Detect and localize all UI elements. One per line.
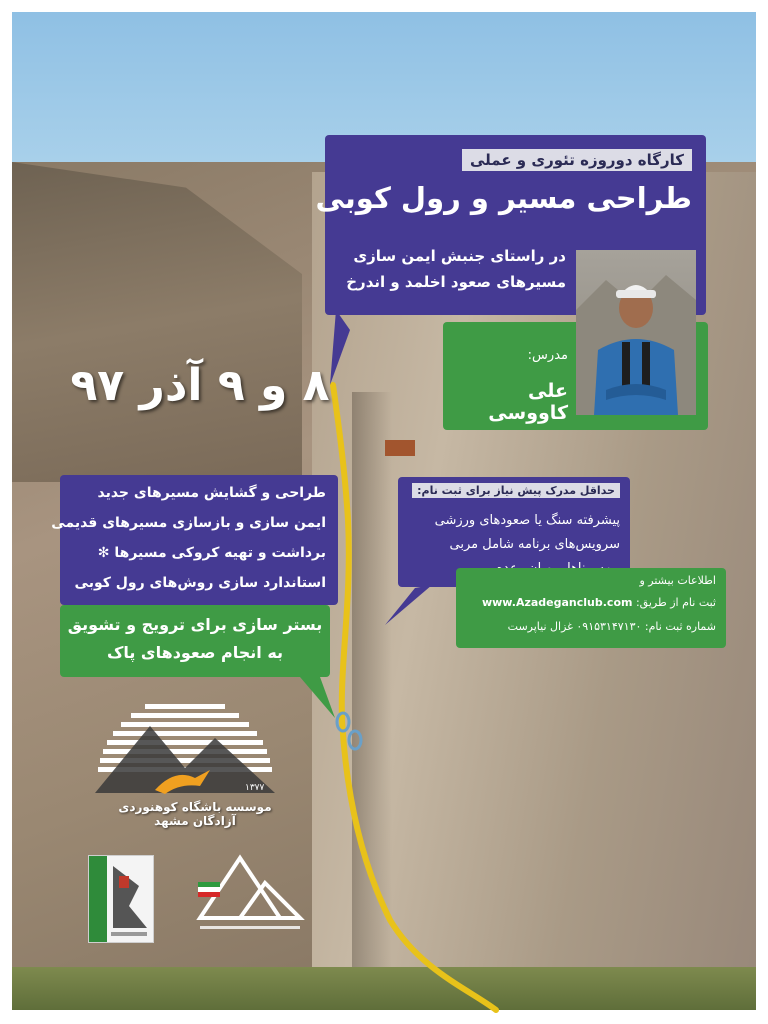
info-line-1: اطلاعات بیشتر و (639, 574, 716, 587)
register-via-label: ثبت نام از طریق: (635, 596, 716, 609)
topic-item: ایمن سازی و بازسازی مسیرهای قدیمی (51, 515, 326, 531)
website-link[interactable]: www.Azadeganclub.com (481, 596, 633, 609)
clean-climbing-box (60, 605, 330, 677)
climber-portrait-icon (576, 250, 696, 415)
info-line-3 (508, 620, 716, 633)
subtitle-line-2: مسیرهای صعود اخلمد و اندرخ (346, 273, 566, 291)
clean-line-2: به انجام صعودهای پاک (106, 643, 284, 662)
workshop-kicker: کارگاه دوروزه تئوری و عملی (462, 149, 692, 171)
federation-logo-icon (190, 848, 310, 938)
workshop-subtitle (336, 243, 566, 295)
phone-label: شماره ثبت نام: (644, 620, 716, 633)
clean-line-1: بستر سازی برای ترویج و تشویق (67, 615, 323, 634)
info-line-2 (482, 596, 716, 609)
rope-pointer-req (385, 585, 432, 625)
workshop-title: طراحی مسیر و رول کوبی (315, 181, 692, 215)
requirements-title: حداقل مدرک پیش نیاز برای ثبت نام: (412, 483, 620, 498)
topic-item: برداشت و تهیه کروکی مسیرها ✻ (97, 545, 326, 561)
requirement-line-2: سرویس‌های برنامه شامل مربی (449, 537, 620, 552)
instructor-photo (576, 250, 696, 415)
topic-item: طراحی و گشایش مسیرهای جدید (97, 485, 326, 501)
instructor-name: علی کاووسی (488, 380, 568, 424)
subtitle-line-1: در راستای جنبش ایمن سازی (353, 247, 566, 265)
route-sign (385, 440, 415, 456)
club-name: موسسه باشگاه کوهنوردی آزادگان مشهد (118, 800, 272, 828)
topic-item: استاندارد سازی روش‌های رول کوبی (74, 575, 326, 591)
book-cover-image (88, 855, 154, 943)
rope-pointer-clean (300, 677, 335, 718)
registration-info-box (456, 568, 726, 648)
rope-pointer-top (330, 310, 350, 385)
instructor-label: مدرس: (527, 348, 568, 363)
topics-box (51, 475, 338, 605)
workshop-date: ۸ و ۹ آذر ۹۷ (70, 360, 330, 411)
book-cover-icon (89, 856, 153, 942)
requirement-line-1: پیشرفته سنگ یا صعودهای ورزشی (434, 513, 620, 528)
contact-name: غزال نیاپرست (507, 620, 573, 633)
club-year: ۱۳۷۷ (245, 783, 265, 793)
phone-number[interactable]: ۰۹۱۵۳۱۴۷۱۳۰ (576, 620, 642, 633)
